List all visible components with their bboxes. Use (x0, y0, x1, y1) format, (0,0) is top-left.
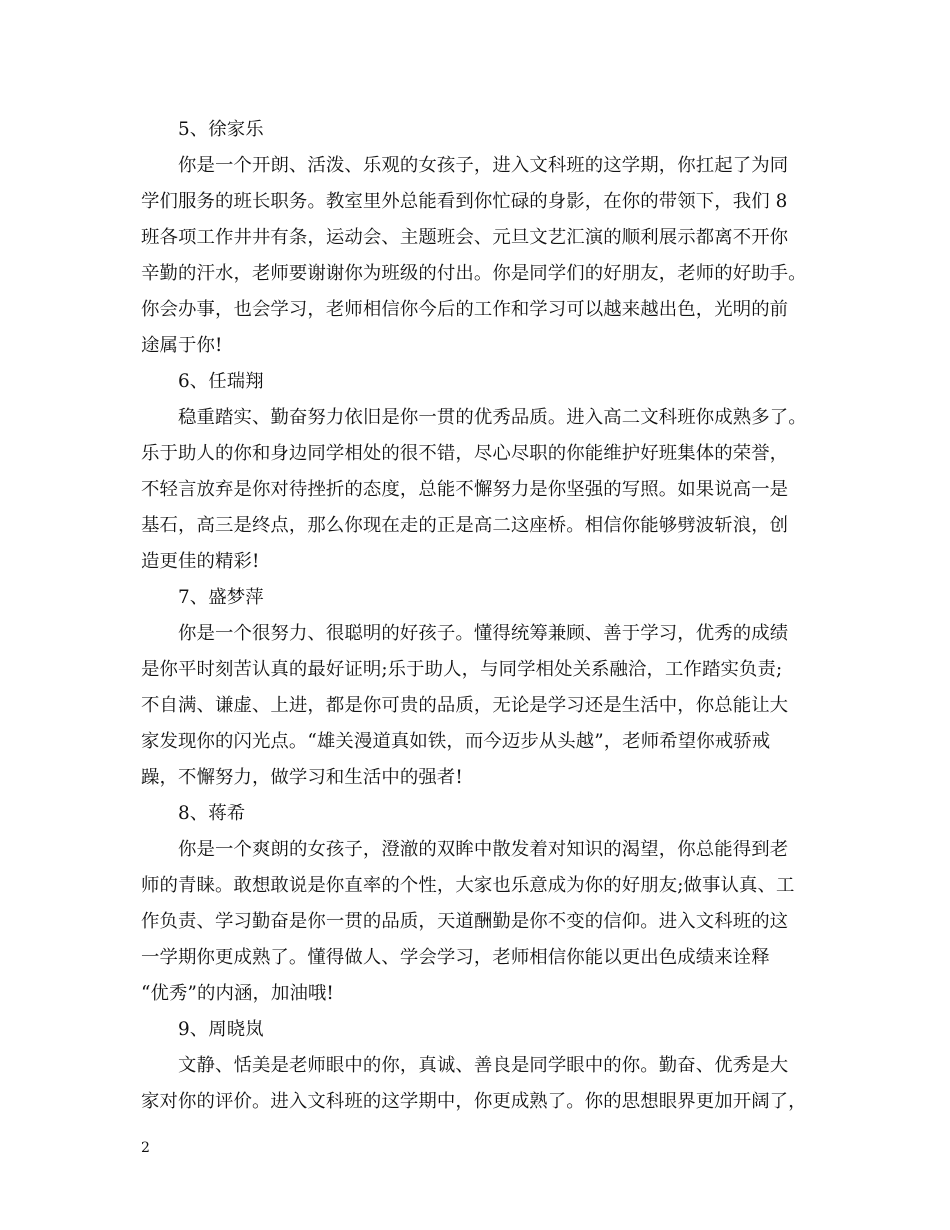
paragraph-line: 家对你的评价。进入文科班的这学期中，你更成熟了。你的思想眼界更加开阔了， (141, 1091, 807, 1112)
paragraph-line: 班各项工作井井有条，运动会、主题班会、元旦文艺汇演的顺利展示都离不开你 (141, 227, 789, 248)
paragraph-line: 不轻言放弃是你对待挫折的态度，总能不懈努力是你坚强的写照。如果说高一是 (141, 479, 789, 500)
paragraph-line: 乐于助人的你和身边同学相处的很不错，尽心尽职的你能维护好班集体的荣誉， (141, 443, 789, 464)
entry-heading: 7、盛梦萍 (178, 587, 264, 608)
paragraph-line: 作负责、学习勤奋是你一贯的品质，天道酬勤是你不变的信仰。进入文科班的这 (141, 911, 789, 932)
paragraph-line: 是你平时刻苦认真的最好证明;乐于助人，与同学相处关系融洽，工作踏实负责; (141, 659, 783, 680)
paragraph-line: 稳重踏实、勤奋努力依旧是你一贯的优秀品质。进入高二文科班你成熟多了。 (178, 407, 807, 428)
paragraph-line: 途属于你! (141, 335, 223, 356)
paragraph-line: 文静、恬美是老师眼中的你，真诚、善良是同学眼中的你。勤奋、优秀是大 (178, 1055, 789, 1076)
page-number: 2 (141, 1140, 150, 1156)
paragraph-line: 基石，高三是终点，那么你现在走的正是高二这座桥。相信你能够劈波斩浪，创 (141, 515, 789, 536)
paragraph-line: 师的青睐。敢想敢说是你直率的个性，大家也乐意成为你的好朋友;做事认真、工 (141, 875, 795, 896)
entry-heading: 5、徐家乐 (178, 119, 264, 140)
paragraph-line: 你是一个很努力、很聪明的好孩子。懂得统筹兼顾、善于学习，优秀的成绩 (178, 623, 789, 644)
paragraph-line: 家发现你的闪光点。“雄关漫道真如铁，而今迈步从头越”，老师希望你戒骄戒 (141, 731, 771, 752)
document-body (141, 112, 823, 1120)
paragraph-line: 学们服务的班长职务。教室里外总能看到你忙碌的身影，在你的带领下，我们 8 (141, 191, 788, 212)
entry-heading: 8、蒋希 (178, 803, 246, 824)
entry-heading: 9、周晓岚 (178, 1019, 264, 1040)
paragraph-line: 你是一个爽朗的女孩子，澄澈的双眸中散发着对知识的渴望，你总能得到老 (178, 839, 789, 860)
paragraph-line: “优秀”的内涵，加油哦! (141, 983, 334, 1004)
paragraph-line: 你是一个开朗、活泼、乐观的女孩子，进入文科班的这学期，你扛起了为同 (178, 155, 789, 176)
paragraph-line: 你会办事，也会学习，老师相信你今后的工作和学习可以越来越出色，光明的前 (141, 299, 789, 320)
entry-heading: 6、任瑞翔 (178, 371, 264, 392)
paragraph-line: 躁，不懈努力，做学习和生活中的强者! (141, 767, 463, 788)
paragraph-line: 不自满、谦虚、上进，都是你可贵的品质，无论是学习还是生活中，你总能让大 (141, 695, 789, 716)
paragraph-line: 一学期你更成熟了。懂得做人、学会学习，老师相信你能以更出色成绩来诠释 (141, 947, 770, 968)
paragraph-line: 辛勤的汗水，老师要谢谢你为班级的付出。你是同学们的好朋友，老师的好助手。 (141, 263, 807, 284)
paragraph-line: 造更佳的精彩! (141, 551, 260, 572)
